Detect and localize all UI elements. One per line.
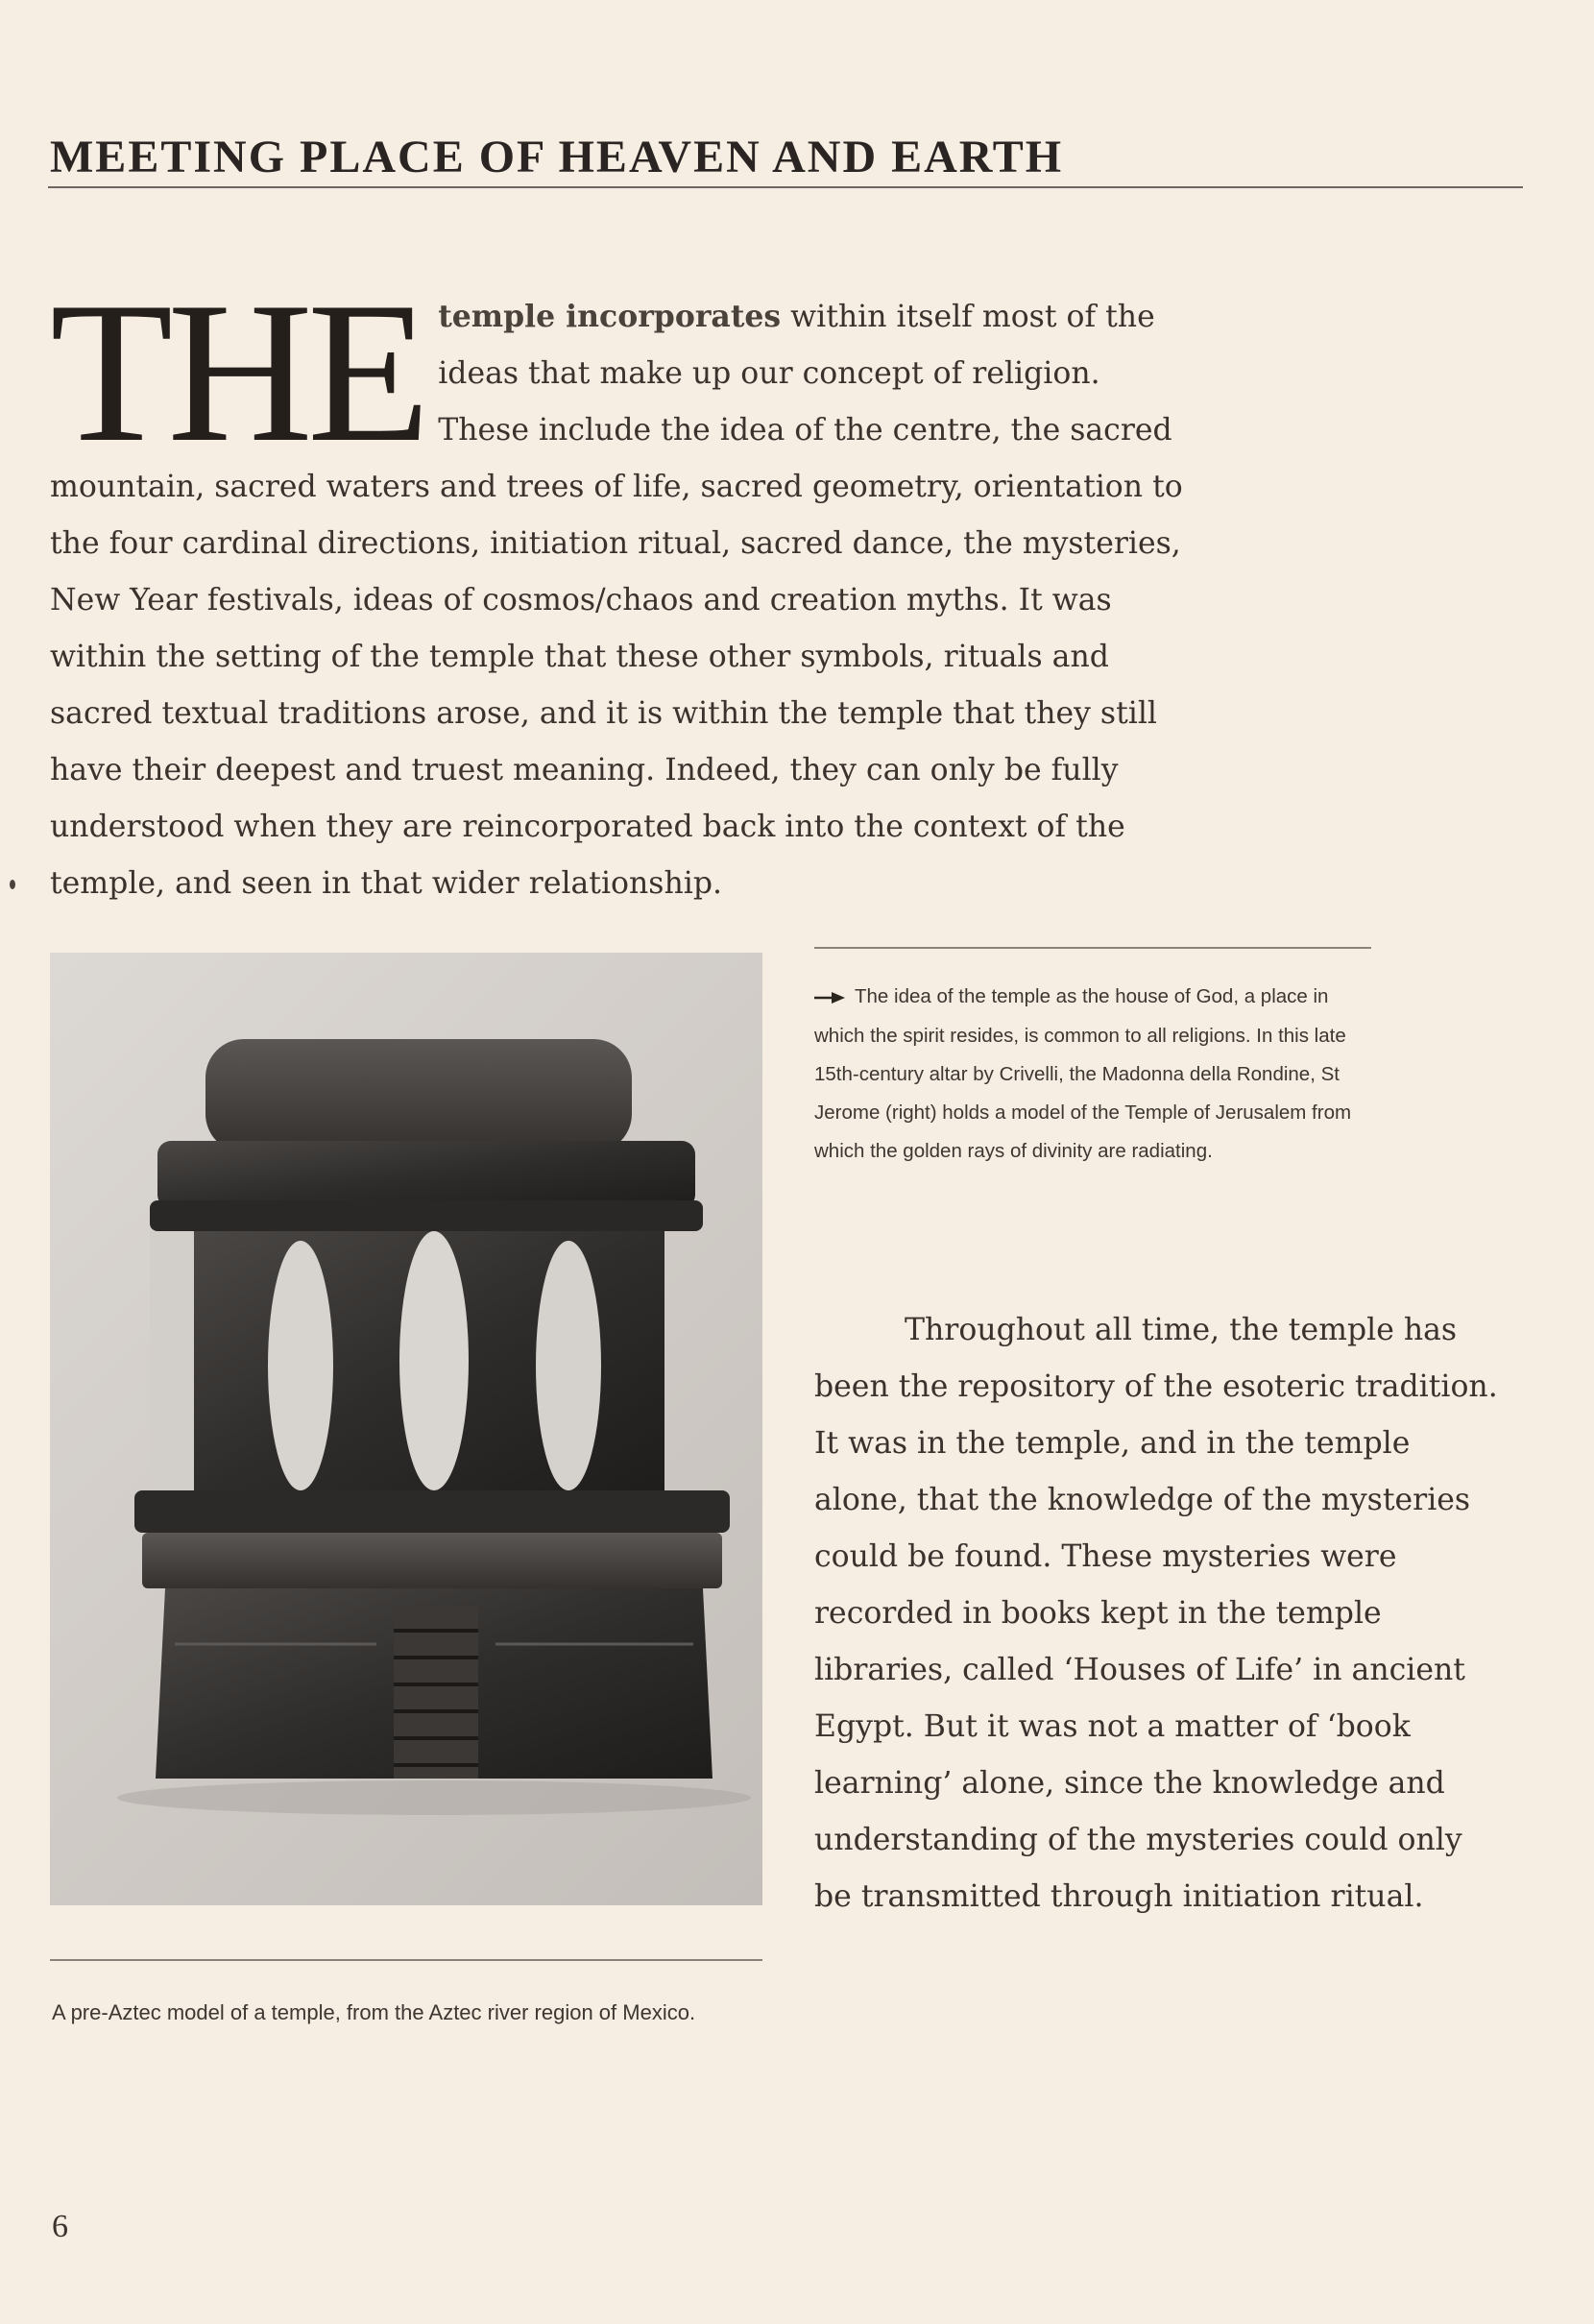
intro-lead-in: temple incorporates bbox=[438, 299, 782, 334]
temple-model-photo bbox=[50, 953, 762, 1905]
title-rule bbox=[48, 186, 1523, 188]
figure-caption-left: A pre-Aztec model of a temple, from the Aztec river region of Mexico. bbox=[52, 2000, 696, 2024]
drop-cap: THE bbox=[50, 261, 425, 484]
page-number: 6 bbox=[52, 2209, 68, 2244]
intro-section bbox=[50, 261, 1198, 912]
margin-mark bbox=[10, 880, 15, 889]
caption-rule-right bbox=[814, 947, 1371, 949]
arrow-right-icon bbox=[814, 979, 845, 1017]
temple-model-icon bbox=[50, 953, 762, 1905]
figure-caption-right-text: The idea of the temple as the house of God, a place in which the spirit resides, is common to all religions. In this late 15th-century altar by Crivelli, the Madonna della Rondine, St Jerome (right) holds a model of the Temple of Jerusalem from which the golden rays of divinity are radiating. bbox=[814, 985, 1352, 1162]
caption-rule-left bbox=[50, 1959, 762, 1961]
page-title: MEETING PLACE OF HEAVEN AND EARTH bbox=[50, 132, 1064, 183]
figure-caption-right bbox=[814, 978, 1371, 1171]
body-paragraph-right: Throughout all time, the temple has been the repository of the esoteric tradition. It was in the temple, and in the temple alone, that the knowledge of the mysteries could be found. These mysteries were recorded in books kept in the temple libraries, called ‘Houses of Life’ in ancient Egypt. But it was not a matter of ‘book learning’ alone, since the knowledge and understanding of the mysteries could only be transmitted through initiation ritual. bbox=[814, 1313, 1498, 1914]
intro-body-text: within itself most of the ideas that make up our concept of religion. These include the idea of the centre, the sacred mountain, sacred waters and trees of life, sacred geometry, orientation to the four cardinal directions, initiation ritual, sacred dance, the mysteries, New Year festivals, ideas of cosmos/chaos and creation myths. It was within the setting of the temple that these other symbols, rituals and sacred textual traditions arose, and it is within the temple that they still have their deepest and truest meaning. Indeed, they can only be fully understood when they are reincorporated back into the context of the temple, and seen in that wider relationship. bbox=[50, 300, 1183, 901]
